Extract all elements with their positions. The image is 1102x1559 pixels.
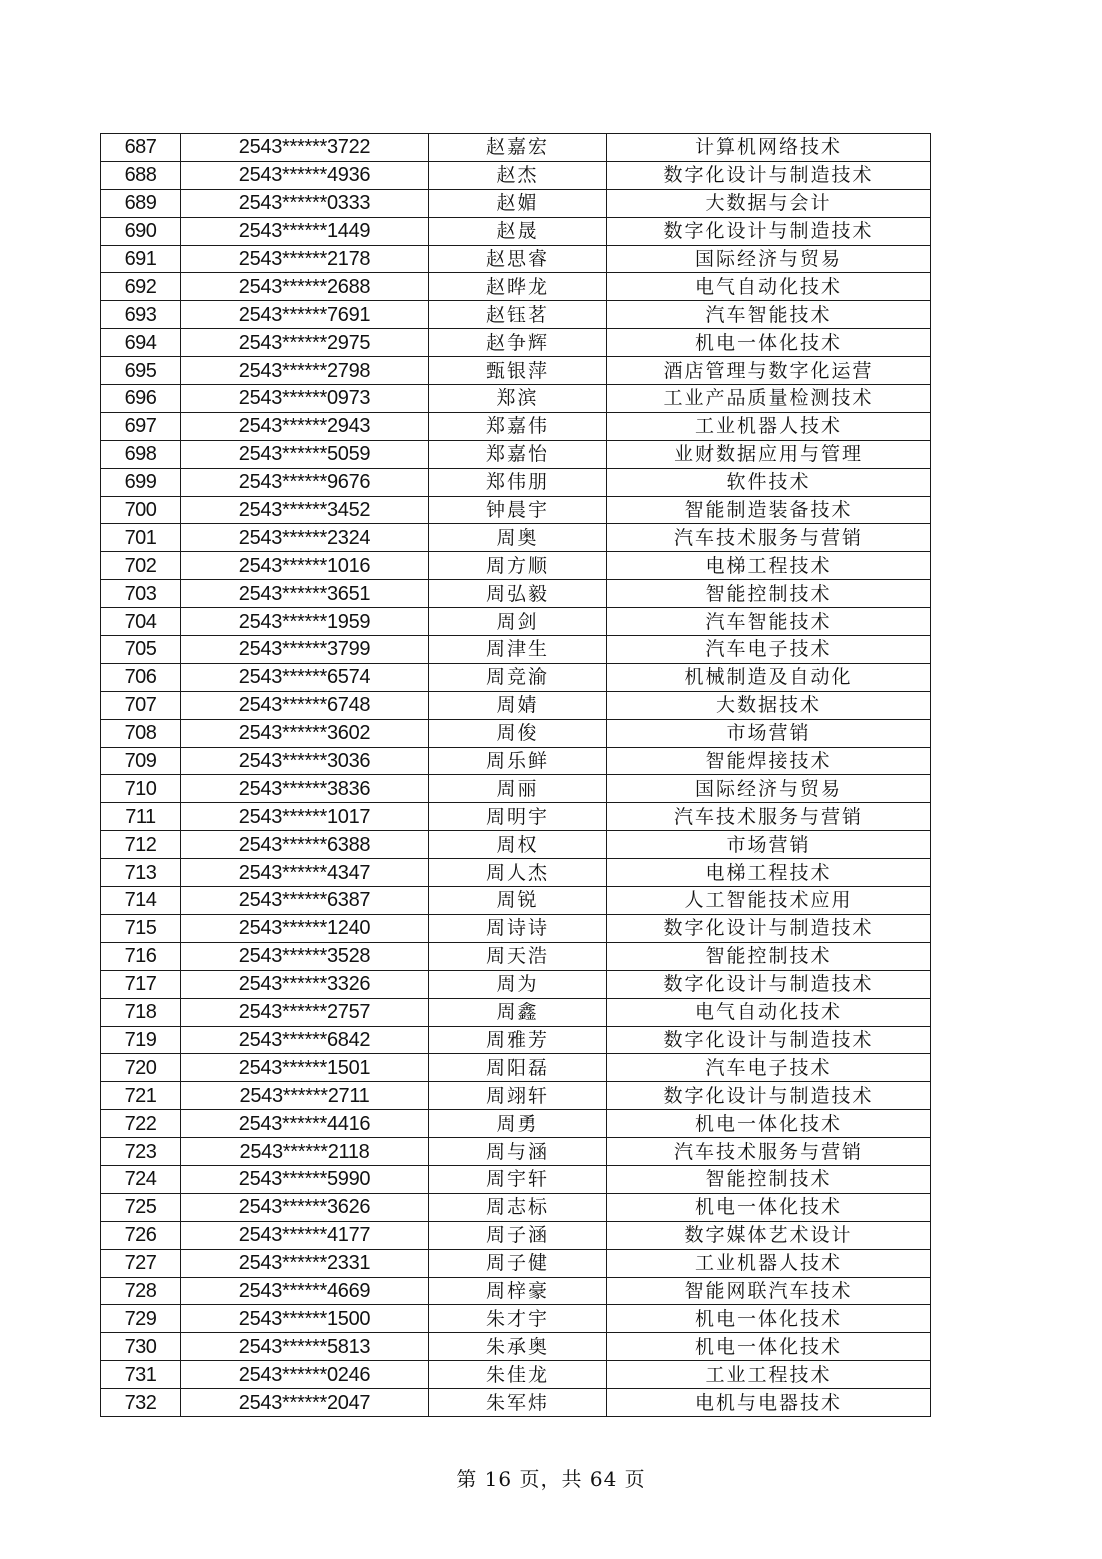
- major-cell: 汽车技术服务与营销: [607, 803, 931, 831]
- student-name-cell: 郑伟朋: [429, 468, 607, 496]
- major-cell: 电机与电器技术: [607, 1389, 931, 1417]
- table-row: [101, 998, 931, 1026]
- student-name-cell: 赵晔龙: [429, 273, 607, 301]
- student-id-cell: 2543******3326: [181, 970, 429, 998]
- student-name-cell: 郑嘉伟: [429, 412, 607, 440]
- row-number-cell: 693: [101, 301, 181, 329]
- table-row: [101, 134, 931, 162]
- row-number-cell: 687: [101, 134, 181, 162]
- student-name-cell: 周方顺: [429, 552, 607, 580]
- row-number-cell: 729: [101, 1305, 181, 1333]
- table-row: [101, 1361, 931, 1389]
- student-name-cell: 赵杰: [429, 161, 607, 189]
- table-row: [101, 747, 931, 775]
- table-row: [101, 887, 931, 915]
- major-cell: 汽车智能技术: [607, 608, 931, 636]
- student-name-cell: 赵思睿: [429, 245, 607, 273]
- row-number-cell: 727: [101, 1249, 181, 1277]
- student-id-cell: 2543******3602: [181, 719, 429, 747]
- table-row: [101, 1221, 931, 1249]
- major-cell: 汽车电子技术: [607, 636, 931, 664]
- student-id-cell: 2543******2047: [181, 1389, 429, 1417]
- table-row: [101, 161, 931, 189]
- student-name-cell: 朱佳龙: [429, 1361, 607, 1389]
- row-number-cell: 699: [101, 468, 181, 496]
- student-name-cell: 赵晟: [429, 217, 607, 245]
- student-id-cell: 2543******0246: [181, 1361, 429, 1389]
- student-name-cell: 甄银萍: [429, 357, 607, 385]
- row-number-cell: 696: [101, 385, 181, 413]
- student-id-cell: 2543******6574: [181, 663, 429, 691]
- student-name-cell: 周阳磊: [429, 1054, 607, 1082]
- table-row: [101, 468, 931, 496]
- table-row: [101, 1333, 931, 1361]
- student-id-cell: 2543******2118: [181, 1138, 429, 1166]
- row-number-cell: 704: [101, 608, 181, 636]
- student-id-cell: 2543******1501: [181, 1054, 429, 1082]
- major-cell: 工业机器人技术: [607, 1249, 931, 1277]
- student-name-cell: 郑滨: [429, 385, 607, 413]
- major-cell: 汽车电子技术: [607, 1054, 931, 1082]
- table-row: [101, 580, 931, 608]
- table-row: [101, 1249, 931, 1277]
- major-cell: 计算机网络技术: [607, 134, 931, 162]
- student-id-cell: 2543******2798: [181, 357, 429, 385]
- table-row: [101, 636, 931, 664]
- row-number-cell: 711: [101, 803, 181, 831]
- row-number-cell: 715: [101, 914, 181, 942]
- major-cell: 电梯工程技术: [607, 859, 931, 887]
- major-cell: 酒店管理与数字化运营: [607, 357, 931, 385]
- student-id-cell: 2543******1500: [181, 1305, 429, 1333]
- student-name-cell: 周权: [429, 831, 607, 859]
- student-id-cell: 2543******1016: [181, 552, 429, 580]
- major-cell: 软件技术: [607, 468, 931, 496]
- student-name-cell: 周梓豪: [429, 1277, 607, 1305]
- major-cell: 智能控制技术: [607, 942, 931, 970]
- student-id-cell: 2543******4177: [181, 1221, 429, 1249]
- major-cell: 机电一体化技术: [607, 1333, 931, 1361]
- major-cell: 人工智能技术应用: [607, 887, 931, 915]
- table-row: [101, 1193, 931, 1221]
- student-name-cell: 周竞渝: [429, 663, 607, 691]
- table-row: [101, 552, 931, 580]
- student-id-cell: 2543******2331: [181, 1249, 429, 1277]
- major-cell: 数字化设计与制造技术: [607, 914, 931, 942]
- row-number-cell: 722: [101, 1110, 181, 1138]
- student-name-cell: 周婧: [429, 691, 607, 719]
- student-id-cell: 2543******2178: [181, 245, 429, 273]
- row-number-cell: 714: [101, 887, 181, 915]
- student-id-cell: 2543******3452: [181, 496, 429, 524]
- row-number-cell: 705: [101, 636, 181, 664]
- major-cell: 数字化设计与制造技术: [607, 161, 931, 189]
- major-cell: 数字化设计与制造技术: [607, 1082, 931, 1110]
- student-id-cell: 2543******4669: [181, 1277, 429, 1305]
- table-row: [101, 1082, 931, 1110]
- student-name-cell: 周弘毅: [429, 580, 607, 608]
- student-id-cell: 2543******6748: [181, 691, 429, 719]
- student-id-cell: 2543******3836: [181, 775, 429, 803]
- table-row: [101, 1110, 931, 1138]
- student-name-cell: 周锐: [429, 887, 607, 915]
- student-id-cell: 2543******1959: [181, 608, 429, 636]
- table-row: [101, 719, 931, 747]
- student-name-cell: 赵争辉: [429, 329, 607, 357]
- row-number-cell: 708: [101, 719, 181, 747]
- student-name-cell: 周雅芳: [429, 1026, 607, 1054]
- student-id-cell: 2543******3528: [181, 942, 429, 970]
- row-number-cell: 731: [101, 1361, 181, 1389]
- row-number-cell: 717: [101, 970, 181, 998]
- student-name-cell: 周志标: [429, 1193, 607, 1221]
- row-number-cell: 695: [101, 357, 181, 385]
- student-name-cell: 周奥: [429, 524, 607, 552]
- row-number-cell: 709: [101, 747, 181, 775]
- row-number-cell: 697: [101, 412, 181, 440]
- table-row: [101, 1026, 931, 1054]
- row-number-cell: 703: [101, 580, 181, 608]
- row-number-cell: 694: [101, 329, 181, 357]
- student-id-cell: 2543******7691: [181, 301, 429, 329]
- student-name-cell: 周明宇: [429, 803, 607, 831]
- major-cell: 智能控制技术: [607, 1165, 931, 1193]
- student-name-cell: 周为: [429, 970, 607, 998]
- row-number-cell: 702: [101, 552, 181, 580]
- student-id-cell: 2543******6842: [181, 1026, 429, 1054]
- major-cell: 机电一体化技术: [607, 329, 931, 357]
- student-id-cell: 2543******0333: [181, 189, 429, 217]
- table-row: [101, 1138, 931, 1166]
- student-name-cell: 周翊轩: [429, 1082, 607, 1110]
- major-cell: 市场营销: [607, 831, 931, 859]
- major-cell: 国际经济与贸易: [607, 245, 931, 273]
- student-id-cell: 2543******1449: [181, 217, 429, 245]
- student-name-cell: 周宇轩: [429, 1165, 607, 1193]
- row-number-cell: 721: [101, 1082, 181, 1110]
- table-row: [101, 1277, 931, 1305]
- row-number-cell: 712: [101, 831, 181, 859]
- row-number-cell: 725: [101, 1193, 181, 1221]
- table-row: [101, 524, 931, 552]
- row-number-cell: 706: [101, 663, 181, 691]
- student-name-cell: 周剑: [429, 608, 607, 636]
- row-number-cell: 700: [101, 496, 181, 524]
- student-id-cell: 2543******6387: [181, 887, 429, 915]
- student-id-cell: 2543******4416: [181, 1110, 429, 1138]
- student-name-cell: 周津生: [429, 636, 607, 664]
- row-number-cell: 691: [101, 245, 181, 273]
- row-number-cell: 689: [101, 189, 181, 217]
- student-id-cell: 2543******2943: [181, 412, 429, 440]
- table-row: [101, 608, 931, 636]
- student-id-cell: 2543******3626: [181, 1193, 429, 1221]
- student-id-cell: 2543******3722: [181, 134, 429, 162]
- major-cell: 机电一体化技术: [607, 1110, 931, 1138]
- table-row: [101, 1054, 931, 1082]
- major-cell: 国际经济与贸易: [607, 775, 931, 803]
- table-row: [101, 357, 931, 385]
- table-row: [101, 412, 931, 440]
- table-row: [101, 859, 931, 887]
- table-row: [101, 1165, 931, 1193]
- major-cell: 机械制造及自动化: [607, 663, 931, 691]
- student-name-cell: 赵钰茗: [429, 301, 607, 329]
- major-cell: 电气自动化技术: [607, 998, 931, 1026]
- row-number-cell: 688: [101, 161, 181, 189]
- table-row: [101, 189, 931, 217]
- table-row: [101, 1389, 931, 1417]
- student-id-cell: 2543******2975: [181, 329, 429, 357]
- student-id-cell: 2543******2688: [181, 273, 429, 301]
- student-id-cell: 2543******4936: [181, 161, 429, 189]
- major-cell: 业财数据应用与管理: [607, 440, 931, 468]
- major-cell: 智能焊接技术: [607, 747, 931, 775]
- student-id-cell: 2543******6388: [181, 831, 429, 859]
- table-row: [101, 831, 931, 859]
- table-row: [101, 970, 931, 998]
- student-id-cell: 2543******0973: [181, 385, 429, 413]
- table-body: [101, 134, 931, 1417]
- student-id-cell: 2543******4347: [181, 859, 429, 887]
- row-number-cell: 732: [101, 1389, 181, 1417]
- major-cell: 智能控制技术: [607, 580, 931, 608]
- major-cell: 大数据与会计: [607, 189, 931, 217]
- student-id-cell: 2543******1017: [181, 803, 429, 831]
- student-name-cell: 赵媚: [429, 189, 607, 217]
- student-name-cell: 周子涵: [429, 1221, 607, 1249]
- row-number-cell: 698: [101, 440, 181, 468]
- major-cell: 工业机器人技术: [607, 412, 931, 440]
- major-cell: 大数据技术: [607, 691, 931, 719]
- student-name-cell: 朱承奥: [429, 1333, 607, 1361]
- table-row: [101, 496, 931, 524]
- table-row: [101, 914, 931, 942]
- table-row: [101, 1305, 931, 1333]
- table-row: [101, 663, 931, 691]
- row-number-cell: 701: [101, 524, 181, 552]
- row-number-cell: 724: [101, 1165, 181, 1193]
- student-name-cell: 周人杰: [429, 859, 607, 887]
- row-number-cell: 690: [101, 217, 181, 245]
- student-name-cell: 周勇: [429, 1110, 607, 1138]
- row-number-cell: 728: [101, 1277, 181, 1305]
- major-cell: 智能网联汽车技术: [607, 1277, 931, 1305]
- major-cell: 机电一体化技术: [607, 1305, 931, 1333]
- major-cell: 数字化设计与制造技术: [607, 217, 931, 245]
- row-number-cell: 713: [101, 859, 181, 887]
- major-cell: 汽车技术服务与营销: [607, 1138, 931, 1166]
- student-id-cell: 2543******5059: [181, 440, 429, 468]
- table-row: [101, 301, 931, 329]
- student-name-cell: 周鑫: [429, 998, 607, 1026]
- table-row: [101, 440, 931, 468]
- major-cell: 汽车智能技术: [607, 301, 931, 329]
- table-row: [101, 775, 931, 803]
- student-name-cell: 周乐鲜: [429, 747, 607, 775]
- row-number-cell: 723: [101, 1138, 181, 1166]
- row-number-cell: 707: [101, 691, 181, 719]
- student-name-cell: 钟晨宇: [429, 496, 607, 524]
- major-cell: 数字媒体艺术设计: [607, 1221, 931, 1249]
- student-id-cell: 2543******2324: [181, 524, 429, 552]
- page-number-footer: 第 16 页，共 64 页: [456, 1467, 646, 1491]
- table-row: [101, 273, 931, 301]
- table-row: [101, 217, 931, 245]
- student-name-cell: 朱军炜: [429, 1389, 607, 1417]
- student-id-cell: 2543******2757: [181, 998, 429, 1026]
- table-row: [101, 329, 931, 357]
- major-cell: 汽车技术服务与营销: [607, 524, 931, 552]
- row-number-cell: 710: [101, 775, 181, 803]
- student-name-cell: 周天浩: [429, 942, 607, 970]
- student-id-cell: 2543******3036: [181, 747, 429, 775]
- student-id-cell: 2543******3651: [181, 580, 429, 608]
- major-cell: 数字化设计与制造技术: [607, 1026, 931, 1054]
- major-cell: 市场营销: [607, 719, 931, 747]
- row-number-cell: 718: [101, 998, 181, 1026]
- row-number-cell: 726: [101, 1221, 181, 1249]
- student-name-cell: 周丽: [429, 775, 607, 803]
- major-cell: 智能制造装备技术: [607, 496, 931, 524]
- student-id-cell: 2543******9676: [181, 468, 429, 496]
- table-row: [101, 942, 931, 970]
- table-row: [101, 803, 931, 831]
- student-name-cell: 赵嘉宏: [429, 134, 607, 162]
- table-row: [101, 691, 931, 719]
- major-cell: 电气自动化技术: [607, 273, 931, 301]
- table-row: [101, 245, 931, 273]
- row-number-cell: 716: [101, 942, 181, 970]
- table-row: [101, 385, 931, 413]
- row-number-cell: 720: [101, 1054, 181, 1082]
- student-name-cell: 周子健: [429, 1249, 607, 1277]
- row-number-cell: 719: [101, 1026, 181, 1054]
- student-id-cell: 2543******1240: [181, 914, 429, 942]
- major-cell: 工业产品质量检测技术: [607, 385, 931, 413]
- student-name-cell: 朱才宇: [429, 1305, 607, 1333]
- student-name-cell: 周与涵: [429, 1138, 607, 1166]
- student-name-cell: 郑嘉怡: [429, 440, 607, 468]
- row-number-cell: 692: [101, 273, 181, 301]
- major-cell: 电梯工程技术: [607, 552, 931, 580]
- student-list-table: [100, 133, 931, 1417]
- student-id-cell: 2543******5813: [181, 1333, 429, 1361]
- student-name-cell: 周俊: [429, 719, 607, 747]
- major-cell: 机电一体化技术: [607, 1193, 931, 1221]
- student-id-cell: 2543******5990: [181, 1165, 429, 1193]
- student-id-cell: 2543******3799: [181, 636, 429, 664]
- major-cell: 数字化设计与制造技术: [607, 970, 931, 998]
- major-cell: 工业工程技术: [607, 1361, 931, 1389]
- student-id-cell: 2543******2711: [181, 1082, 429, 1110]
- student-name-cell: 周诗诗: [429, 914, 607, 942]
- row-number-cell: 730: [101, 1333, 181, 1361]
